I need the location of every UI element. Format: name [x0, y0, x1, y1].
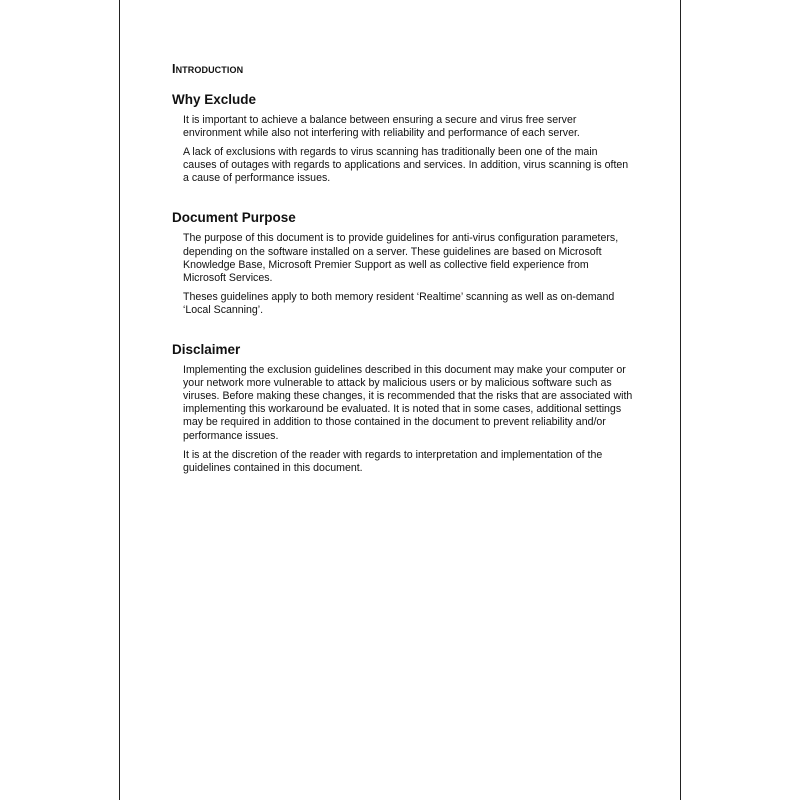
paragraph: The purpose of this document is to provide guidelines for anti-virus configuration parameters, depending on the software installed on a server. These guidelines are based on Microsoft Knowledge Base, Microsoft Premier Support as well as collective field experience from Microsoft Services. — [183, 232, 619, 284]
heading-why-exclude: Why Exclude — [172, 92, 257, 107]
document-page — [119, 0, 681, 800]
paragraph: It is at the discretion of the reader with regards to interpretation and implementation of the guidelines contained in this document. — [183, 448, 603, 474]
paragraph: Theses guidelines apply to both memory resident ‘Realtime’ scanning as well as on-demand ‘Local Scanning’. — [183, 290, 615, 316]
section-title-introduction: Introduction — [172, 62, 244, 76]
paragraph: A lack of exclusions with regards to virus scanning has traditionally been one of the main causes of outages with regards to applications and services. In addition, virus scanning is often a cause of performance issues. — [183, 146, 629, 185]
page-content — [172, 60, 632, 499]
heading-disclaimer: Disclaimer — [172, 342, 241, 358]
heading-document-purpose: Document Purpose — [172, 210, 296, 226]
section-why-exclude — [172, 91, 632, 185]
paragraph: It is important to achieve a balance between ensuring a secure and virus free server environment while also not interfering with reliability and performance of each server. — [183, 114, 580, 140]
paragraph: Implementing the exclusion guidelines described in this document may make your computer or your network more vulnerable to attack by malicious users or by malicious software such as viruses. Before making these changes, it is recommended that the risks that are associated with implementing this workaround be evaluated. It is noted that in some cases, additional settings may be required in addition to those contained in the document to prevent reliability and/or performance issues. — [183, 364, 633, 442]
section-document-purpose — [172, 209, 632, 317]
section-disclaimer — [172, 341, 632, 475]
